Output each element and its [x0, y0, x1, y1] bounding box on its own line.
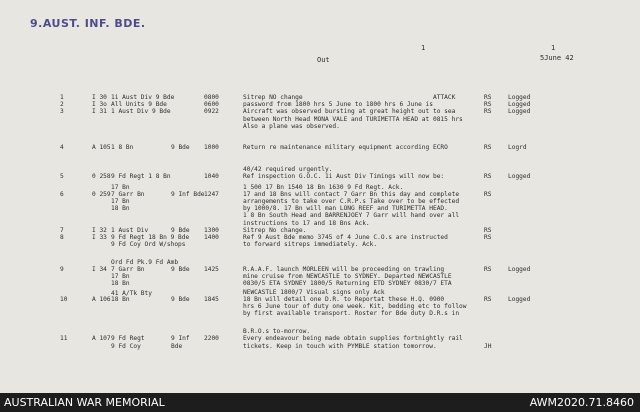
entry-cls: ATTACK: [433, 94, 456, 101]
entry-time: 0800: [204, 94, 219, 101]
entry-text: Every endeavour being made obtain supplies fortnightly rail: [243, 335, 463, 342]
entry-init: RS: [484, 266, 492, 273]
entry-init: RS: [484, 227, 492, 234]
entry-no: 7: [60, 227, 64, 234]
entry-text: Return re maintenance military equipment according ECRO: [243, 144, 448, 151]
entry-init: RS: [484, 108, 492, 115]
entry-text: 17 and 18 Bns will contact 7 Garr Bn this day and complete: [243, 191, 460, 198]
entry-no: 10: [60, 296, 68, 303]
entry-text: mine cruise from NEWCASTLE to SYDNEY. Departed NEWCASTLE: [243, 273, 452, 280]
entry-action: Logged: [508, 173, 531, 180]
entry-time: 1000: [204, 144, 219, 151]
entry-to: 9 Fd Regt 1 8 Bn: [111, 173, 171, 180]
entry-to: 1 8 Bn: [111, 144, 134, 151]
entry-time: 1247: [204, 191, 219, 198]
archive-footer: [0, 393, 640, 412]
entry-from: A 106: [92, 296, 111, 303]
entry-text: arrangements to take over C.R.P.s Take over to be effected: [243, 198, 460, 205]
entry-no: 9: [60, 266, 64, 273]
entry-text: tickets. Keep in touch with PYMBLE station tomorrow.: [243, 343, 437, 350]
entry-to2: Bde: [171, 343, 183, 350]
entry-action: Logged: [508, 108, 531, 115]
entry-to: 9 Fd Coy: [111, 343, 141, 350]
entry-text: Ref inspection G.O.C. 1i Aust Div Timings will now be:: [243, 173, 445, 180]
entry-from: I 33: [92, 234, 107, 241]
entry-text: between North Head MONA VALE and TURIMETTA HEAD at 0815 hrs: [243, 116, 463, 123]
entry-time: 1400: [204, 234, 219, 241]
entry-text: password from 1800 hrs 5 June to 1800 hrs 6 June is: [243, 101, 433, 108]
entry-text: Sitrep No change.: [243, 227, 307, 234]
entry-init: RS: [484, 94, 492, 101]
entry-to: 41 A/Tk Bty: [111, 290, 152, 297]
entry-to: 1i Aust Div 9 Bde: [111, 94, 175, 101]
entry-from: A 107: [92, 335, 111, 342]
entry-text: 40/42 required urgently.: [243, 166, 333, 173]
entry-time: 0600: [204, 101, 219, 108]
entry-text: by 1000/8. 17 Bn will man LONG REEF and TURIMETTA HEAD.: [243, 205, 448, 212]
page-number-right: 1: [551, 44, 556, 52]
entry-from: 0 258: [92, 173, 111, 180]
entry-init: RS: [484, 296, 492, 303]
entry-from: I 30: [92, 94, 107, 101]
entry-to2: 9 Bde: [171, 227, 190, 234]
entry-to: 9 Fd Regt 18 Bn 9 Bde: [111, 234, 190, 241]
entry-init: RS: [484, 234, 492, 241]
entry-no: 2: [60, 101, 64, 108]
entry-init: RS: [484, 173, 492, 180]
entry-to2: 9 Bde: [171, 144, 190, 151]
entry-to: 18 Bn: [111, 296, 130, 303]
entry-to: 17 Bn: [111, 273, 130, 280]
entry-from: I 3o: [92, 101, 107, 108]
log-date: 5June 42: [540, 54, 574, 62]
entry-to2: 9 Inf Bde: [171, 191, 205, 198]
entry-time: 0922: [204, 108, 219, 115]
entry-time: 1845: [204, 296, 219, 303]
entry-text: 1 500 17 Bn 1540 18 Bn 1630 9 Fd Regt. Ack.: [243, 184, 404, 191]
page-number-left: 1: [421, 44, 426, 52]
entry-to2: 9 Bde: [171, 296, 190, 303]
entry-to: 18 Bn: [111, 205, 130, 212]
entry-from: I 32: [92, 227, 107, 234]
entry-to: 17 Bn: [111, 198, 130, 205]
entry-time: 1040: [204, 173, 219, 180]
entry-to2: 9 Inf: [171, 335, 190, 342]
entry-to2: 9 Bde: [171, 266, 190, 273]
entry-no: 3: [60, 108, 64, 115]
entry-to: 7 Garr Bn: [111, 266, 145, 273]
entry-action: Logrd: [508, 144, 527, 151]
entry-to: 9 Fd Regt: [111, 335, 145, 342]
entry-init: RS: [484, 191, 492, 198]
entry-time: 1300: [204, 227, 219, 234]
entry-text: to forward sitreps immediately. Ack.: [243, 241, 378, 248]
entry-text: B.R.O.s to-morrow.: [243, 328, 311, 335]
entry-text: NEWCASTLE 1800/7 Visual signs only Ack: [243, 289, 385, 296]
entry-text: 0830/5 ETA SYDNEY 1800/5 Returning ETD SYDNEY 0830/7 ETA: [243, 280, 452, 287]
entry-no: 4: [60, 144, 64, 151]
entry-text: hrs 6 June tour of duty one week. Kit, bedding etc to follow: [243, 303, 467, 310]
entry-time: 1425: [204, 266, 219, 273]
entry-action: Logged: [508, 94, 531, 101]
entry-to: All Units 9 Bde: [111, 101, 167, 108]
entry-no: 5: [60, 173, 64, 180]
entry-action: Logged: [508, 296, 531, 303]
entry-to: 1 Aust Div 9 Bde: [111, 108, 171, 115]
entry-text: 18 Bn will detail one D.R. to Reportat these H.Q. 0900: [243, 296, 445, 303]
entry-no: 1: [60, 94, 64, 101]
entry-text: Aircraft was observed bursting at great height out to sea: [243, 108, 456, 115]
entry-to: Ord Fd Pk.9 Fd Amb: [111, 259, 179, 266]
entry-from: 0 259: [92, 191, 111, 198]
archive-reference: AWM2020.71.8460: [529, 396, 634, 409]
entry-text: by first available transport. Roster for Bde duty D.R.s in: [243, 310, 460, 317]
entry-init: RS: [484, 144, 492, 151]
entry-to: 17 Bn: [111, 184, 130, 191]
entry-from: A 105: [92, 144, 111, 151]
entry-init: RS: [484, 101, 492, 108]
entry-text: R.A.A.F. launch MORLEEN will be proceeding on trawling: [243, 266, 445, 273]
entry-text: Ref 9 Aust Bde memo 3745 of 4 June C.O.s are instructed: [243, 234, 448, 241]
entry-action: Logged: [508, 266, 531, 273]
brigade-stamp: 9.AUST. INF. BDE.: [30, 17, 146, 30]
entry-no: 6: [60, 191, 64, 198]
entry-text: instructions to 17 and 18 Bns Ack.: [243, 220, 370, 227]
archive-name: AUSTRALIAN WAR MEMORIAL: [4, 396, 165, 409]
entry-to: 9 Fd Coy Ord W/shops: [111, 241, 186, 248]
entry-init: JH: [484, 343, 492, 350]
direction-label: Out: [317, 56, 330, 64]
entry-time: 2200: [204, 335, 219, 342]
entry-to: 1 Aust Div: [111, 227, 149, 234]
entry-to: 7 Garr Bn: [111, 191, 145, 198]
entry-action: Logged: [508, 101, 531, 108]
entry-no: 11: [60, 335, 68, 342]
entry-text: Also a plane was observed.: [243, 123, 340, 130]
entry-from: I 31: [92, 108, 107, 115]
entry-text: Sitrep NO change: [243, 94, 303, 101]
entry-text: 1 8 Bn South Head and BARRENJOEY 7 Garr will hand over all: [243, 212, 460, 219]
entry-from: I 34: [92, 266, 107, 273]
entry-no: 8: [60, 234, 64, 241]
entry-to: 18 Bn: [111, 280, 130, 287]
